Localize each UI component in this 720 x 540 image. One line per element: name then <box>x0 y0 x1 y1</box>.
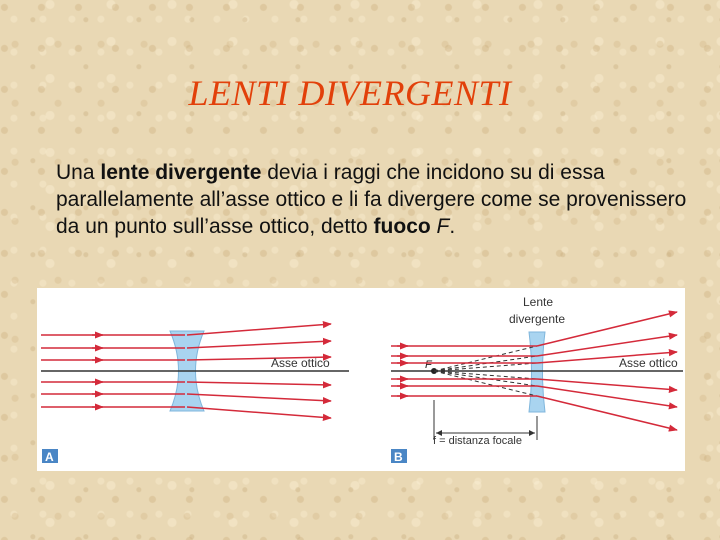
optics-diagram <box>37 288 685 471</box>
text-part: devia i raggi che incidono su di essa parallelamente all’asse ottico e li fa divergere come se provenissero da un punto sull’asse ottico, detto <box>56 161 687 238</box>
axis-label-a: Asse ottico <box>271 356 330 370</box>
optics-figure <box>37 288 685 471</box>
panel-a <box>41 324 349 464</box>
lens-label-line1: Lente <box>523 295 554 309</box>
panel-badge-b-label: B <box>394 450 403 464</box>
focus-label: F <box>425 359 432 371</box>
bold-term-lente-divergente: lente divergente <box>100 161 262 184</box>
lens-label-line2: divergente <box>509 312 566 326</box>
text-part: . <box>449 215 456 238</box>
italic-term-f: F <box>436 215 450 238</box>
axis-label-b: Asse ottico <box>619 356 678 370</box>
focal-distance-label: f = distanza focale <box>433 435 522 447</box>
text-part: Una <box>56 161 101 184</box>
slide-title: LENTI DIVERGENTI <box>188 73 512 113</box>
panel-badge-a-label: A <box>45 450 54 464</box>
description-paragraph <box>56 159 706 240</box>
panel-b <box>391 295 683 464</box>
bold-term-fuoco: fuoco <box>373 215 431 238</box>
focal-distance-marker <box>434 400 537 440</box>
